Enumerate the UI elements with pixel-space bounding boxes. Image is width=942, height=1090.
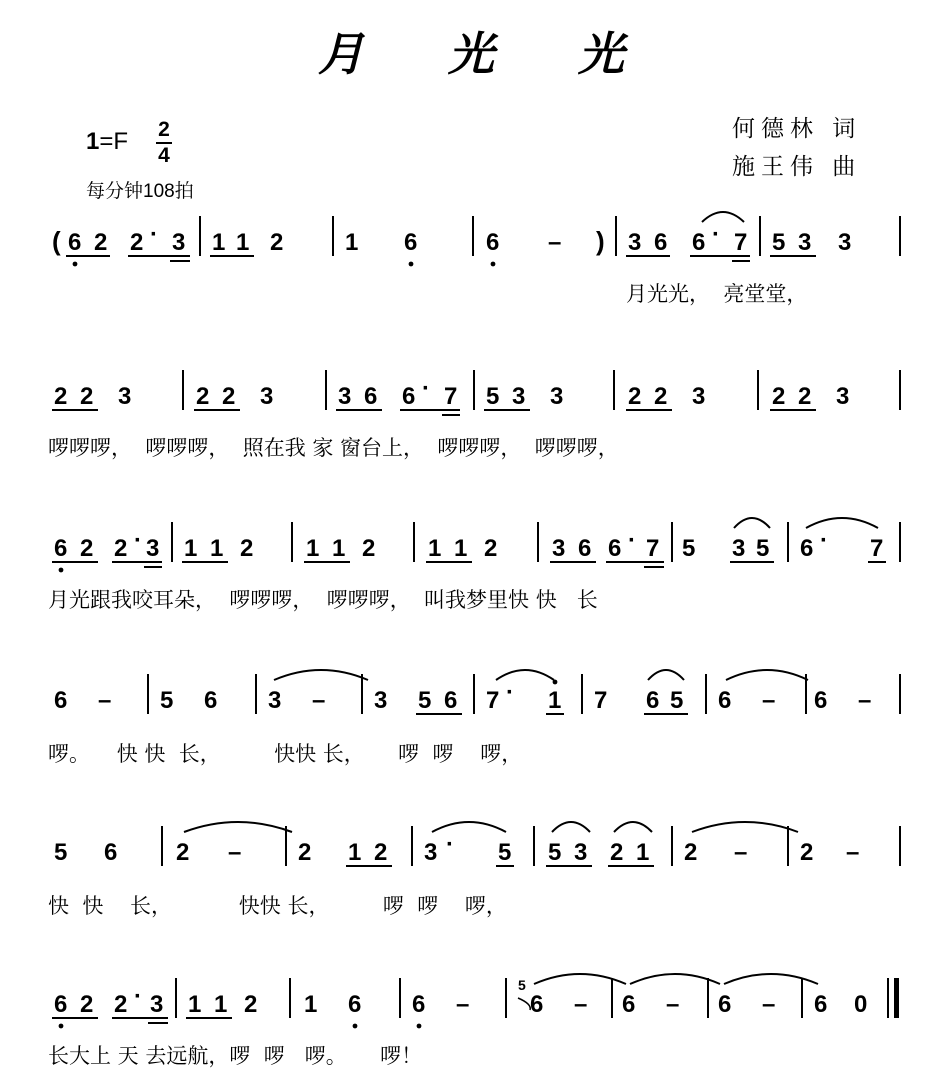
note: 3	[732, 535, 746, 562]
note: 1	[188, 991, 202, 1018]
note: 7	[444, 383, 458, 410]
note: 6	[404, 229, 418, 256]
low-octave-dot	[417, 1024, 422, 1029]
note: 6	[800, 535, 814, 562]
note: 6	[364, 383, 378, 410]
note: 7	[486, 687, 500, 714]
note: 5	[682, 535, 696, 562]
slur-arc	[692, 822, 798, 832]
note: 3	[150, 991, 164, 1018]
note: 6	[444, 687, 458, 714]
note: 3	[118, 383, 132, 410]
slur-arc	[630, 974, 720, 984]
note: 6	[402, 383, 416, 410]
slur-arc	[614, 822, 652, 832]
note: 2	[54, 383, 68, 410]
note: 5	[756, 535, 770, 562]
note: 3	[552, 535, 566, 562]
note: 5	[418, 687, 432, 714]
augmentation-dot: ·	[446, 831, 454, 858]
augmentation-dot: ·	[422, 375, 430, 402]
dash-extension: –	[762, 687, 776, 714]
note: 5	[160, 687, 174, 714]
note: 1	[210, 535, 224, 562]
note: 5	[486, 383, 500, 410]
note: 6	[54, 535, 68, 562]
grace-note: 5	[518, 977, 526, 993]
augmentation-dot: ·	[150, 221, 158, 248]
note: 3	[268, 687, 282, 714]
note: 7	[734, 229, 748, 256]
low-octave-dot	[59, 568, 64, 573]
note: 3	[424, 839, 438, 866]
lyric-line: 啰啰啰， 啰啰啰， 照在我 家 窗台上， 啰啰啰， 啰啰啰，	[48, 436, 619, 460]
note: 2	[240, 535, 254, 562]
grace-tie	[518, 998, 530, 1010]
key-name: F	[113, 128, 129, 155]
note: 6	[54, 991, 68, 1018]
note: 3	[512, 383, 526, 410]
note: 3	[550, 383, 564, 410]
lyric-line: 快 快 长， 快快 长， 啰 啰 啰，	[48, 894, 507, 918]
note: 0	[854, 991, 868, 1018]
note: 1	[348, 839, 362, 866]
note: 5	[498, 839, 512, 866]
note: 3	[374, 687, 388, 714]
note: 2	[176, 839, 190, 866]
note: 6	[692, 229, 706, 256]
slur-arc	[724, 974, 818, 984]
slur-arc	[648, 670, 684, 680]
note: 6	[412, 991, 426, 1018]
time-signature-top: 2	[158, 118, 170, 141]
note: 6	[486, 229, 500, 256]
note: 6	[348, 991, 362, 1018]
low-octave-dot	[409, 262, 414, 267]
note: 2	[772, 383, 786, 410]
note: 3	[692, 383, 706, 410]
lyric-line: 月光跟我咬耳朵， 啰啰啰， 啰啰啰， 叫我梦里快 快 长	[48, 588, 598, 612]
note: 3	[628, 229, 642, 256]
slur-arc	[702, 212, 744, 222]
key-equals: =	[99, 128, 114, 155]
composer-credit: 施王伟 曲	[732, 154, 862, 180]
tempo-marking: 每分钟108拍	[86, 181, 194, 202]
note: 3	[574, 839, 588, 866]
dash-extension: –	[456, 991, 470, 1018]
note: 3	[836, 383, 850, 410]
note: 6	[54, 687, 68, 714]
note: 7	[870, 535, 884, 562]
note: 2	[628, 383, 642, 410]
dash-extension: –	[762, 991, 776, 1018]
low-octave-dot	[353, 1024, 358, 1029]
note: 2	[362, 535, 376, 562]
note: 6	[622, 991, 636, 1018]
note: 2	[484, 535, 498, 562]
note: 2	[270, 229, 284, 256]
note: 2	[684, 839, 698, 866]
slur-arc	[496, 670, 554, 680]
note: 2	[800, 839, 814, 866]
note: 6	[814, 687, 828, 714]
note: 1	[236, 229, 250, 256]
note: 2	[196, 383, 210, 410]
note: 1	[214, 991, 228, 1018]
note: 7	[646, 535, 660, 562]
augmentation-dot: ·	[628, 527, 636, 554]
note: 1	[345, 229, 359, 256]
dash-extension: –	[574, 991, 588, 1018]
dash-extension: –	[846, 839, 860, 866]
note: 1	[332, 535, 346, 562]
low-octave-dot	[73, 262, 78, 267]
note: 5	[772, 229, 786, 256]
dash-extension: –	[666, 991, 680, 1018]
note: 6	[718, 687, 732, 714]
parenthesis: (	[52, 226, 61, 256]
note: 3	[260, 383, 274, 410]
slur-arc	[552, 822, 590, 832]
augmentation-dot: ·	[506, 679, 514, 706]
note: 3	[146, 535, 160, 562]
lyricist-credit: 何德林 词	[732, 116, 862, 142]
page-title: 月 光 光	[317, 27, 659, 81]
parenthesis: )	[596, 226, 605, 256]
note: 1	[548, 687, 562, 714]
slur-arc	[806, 518, 878, 528]
note: 6	[718, 991, 732, 1018]
lyric-line: 啰。 快 快 长， 快快 长， 啰 啰 啰，	[48, 742, 523, 766]
note: 2	[94, 229, 108, 256]
slur-arc	[184, 822, 292, 832]
time-signature-bottom: 4	[158, 144, 170, 167]
note: 6	[204, 687, 218, 714]
augmentation-dot: ·	[134, 527, 142, 554]
note: 6	[814, 991, 828, 1018]
note: 3	[338, 383, 352, 410]
note: 3	[172, 229, 186, 256]
note: 6	[530, 991, 544, 1018]
dash-extension: –	[228, 839, 242, 866]
note: 6	[608, 535, 622, 562]
slur-arc	[432, 822, 506, 832]
note: 3	[838, 229, 852, 256]
note: 2	[222, 383, 236, 410]
note: 2	[798, 383, 812, 410]
note: 1	[184, 535, 198, 562]
note: 6	[104, 839, 118, 866]
note: 2	[654, 383, 668, 410]
dash-extension: –	[312, 687, 326, 714]
dash-extension: –	[548, 229, 562, 256]
note: 1	[304, 991, 318, 1018]
note: 5	[54, 839, 68, 866]
note: 6	[646, 687, 660, 714]
lyric-line: 月光光， 亮堂堂，	[626, 282, 808, 306]
augmentation-dot: ·	[820, 527, 828, 554]
dash-extension: –	[98, 687, 112, 714]
note: 1	[454, 535, 468, 562]
note: 2	[80, 991, 94, 1018]
note: 2	[130, 229, 144, 256]
note: 5	[670, 687, 684, 714]
final-barline-thick	[894, 978, 899, 1018]
note: 3	[798, 229, 812, 256]
note: 2	[374, 839, 388, 866]
note: 1	[212, 229, 226, 256]
note: 7	[594, 687, 608, 714]
note: 1	[428, 535, 442, 562]
dash-extension: –	[858, 687, 872, 714]
slur-arc	[274, 670, 368, 680]
note: 2	[244, 991, 258, 1018]
dash-extension: –	[734, 839, 748, 866]
note: 2	[114, 991, 128, 1018]
low-octave-dot	[491, 262, 496, 267]
slur-arc	[726, 670, 808, 680]
note: 2	[80, 383, 94, 410]
augmentation-dot: ·	[712, 221, 720, 248]
note: 1	[306, 535, 320, 562]
low-octave-dot	[59, 1024, 64, 1029]
note: 6	[578, 535, 592, 562]
note: 2	[80, 535, 94, 562]
note: 6	[654, 229, 668, 256]
note: 1	[636, 839, 650, 866]
note: 5	[548, 839, 562, 866]
slur-arc	[734, 518, 770, 528]
augmentation-dot: ·	[134, 983, 142, 1010]
note: 2	[610, 839, 624, 866]
lyric-line: 长大上 天 去远航，啰 啰 啰。 啰！	[48, 1044, 423, 1068]
note: 2	[298, 839, 312, 866]
note: 6	[68, 229, 82, 256]
note: 2	[114, 535, 128, 562]
key-tonic: 1	[86, 128, 100, 155]
